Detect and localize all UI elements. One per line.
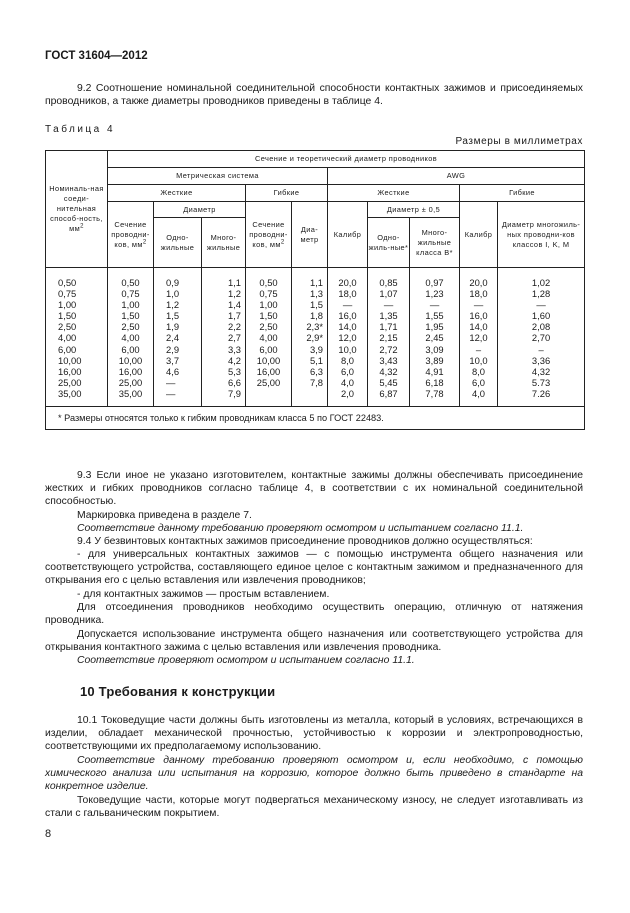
table-cell: 6,0 [340,365,355,377]
paragraph-disconnect: Для отсоединения проводников необходимо осуществить операцию, отличную от натяжения проводника. [45,602,583,627]
table-cell: 10,0 [338,343,357,355]
table-cell: 2,0 [340,387,355,399]
table-cell: 0,97 [425,277,444,288]
table-cell: 18,0 [469,288,488,300]
table-cell: 8,0 [340,354,355,366]
table-cell: 3,09 [425,343,444,355]
header-rigid-diameter: Диаметр [154,202,246,218]
table-cell: 3,9 [309,343,323,355]
table-cell: – [475,343,482,355]
table-cell: 6,00 [121,343,140,355]
table-cell: 0,50 [259,277,278,288]
table-cell: 1,9 [166,321,180,333]
table-cell: 2,72 [379,343,398,355]
table-cell: 4,32 [531,365,551,377]
paragraph-9-3: 9.3 Если иное не указано изготовителем, контактные зажимы должны обеспечивать присоединение жестких и гибких проводников согласно таблице 4, в соответствии с их номинальной соединительной способностью. [45,470,583,508]
table-cell: 1,2 [166,299,180,311]
table-cell: 16,00 [118,365,143,377]
table-cell: 3,36 [531,354,551,366]
table-cell: 1,5 [309,299,323,311]
table-cell: 6,0 [471,376,486,388]
table-cell: 1,95 [425,321,444,333]
header-nominal: Номиналь-ная соеди-нительная способ-ность, $мм^2$ [46,151,108,268]
table-cell: 3,3 [227,343,241,355]
table-cell: 2,3* [306,321,323,333]
table-cell: 10,00 [58,354,82,366]
table-cell: 2,70 [531,332,551,344]
paragraph-compliance-2: Соответствие проверяют осмотром и испытанием согласно 11.1. [77,655,415,666]
header-section-diameter: Сечение и теоретический диаметр проводников [108,151,585,168]
table-cell: 4,00 [259,332,278,344]
col-awg-rigid-single [368,268,410,407]
table-cell: 7.26 [531,387,551,399]
header-awg-rigid: Жесткие [328,185,460,202]
header-awg-multi: Много-жильные класса В* [410,218,460,268]
table-cell: 4,0 [340,376,355,388]
table-cell: 1,23 [425,288,444,300]
table-cell: 5,3 [227,365,241,377]
table-cell: 6,6 [227,376,241,388]
table-cell: 8,0 [471,365,486,377]
table-cell: 1,2 [227,288,241,300]
header-awg-single: Одно-жиль-ные* [368,218,410,268]
table-cell: 1,7 [227,310,241,322]
table-cell: 2,9 [166,343,180,355]
table-cell: 2,50 [58,321,77,333]
table-cell: 16,00 [256,365,281,377]
table-cell: 14,0 [338,321,357,333]
table-cell: 1,60 [531,310,551,322]
table-cell: 12,0 [338,332,357,344]
table-cell: — [166,376,176,388]
table-cell: 5.73 [531,376,551,388]
header-awg: AWG [328,168,585,185]
intro-paragraph: 9.2 Соотношение номинальной соединительной способности контактных зажимов и присоединяемых проводников, а также диаметры проводников приведены в таблице 4. [45,83,583,108]
table-cell: 6,87 [379,387,398,399]
header-rigid-section: Сечение проводни-ков, $мм^2$ [108,202,154,268]
header-awg-flex-diameter: Диаметр многожиль-ных проводни-ков классов I, K, M [498,202,585,268]
table-cell: 25,00 [58,376,82,388]
paragraph-10-1: 10.1 Токоведущие части должны быть изготовлены из металла, который в условиях, встречающихся в изделии, обладает механической прочностью, устойчивостью к коррозии и электропроводностью, соответствующими их предполагаемому использованию. [45,715,583,753]
table-cell: 18,0 [338,288,357,300]
table-cell: 4,00 [58,332,77,344]
col-metric-rigid-section [108,268,154,407]
table-cell: — [473,299,484,311]
table-cell: 6,3 [309,365,323,377]
table-cell: 7,8 [309,376,323,388]
header-multi-wire: Много-жильные [202,218,246,268]
paragraph-simple-insert: - для контактных зажимов — простым вставлением. [77,589,330,600]
table-cell: 1,3 [309,288,323,300]
table-cell: — [166,387,176,399]
table-cell: – [538,343,544,355]
col-metric-flex-diameter [292,268,328,407]
paragraph-universal: - для универсальных контактных зажимов — с помощью инструмента общего назначения или соответствующего устройства, составляющего единое целое с контактным зажимом и предназначенного для открывания его с целью вставления или извлечения проводников; [45,549,583,587]
col-awg-rigid-caliber [328,268,368,407]
table-cell: 6,00 [259,343,278,355]
col-metric-rigid-multi [202,268,246,407]
table-footnote: * Размеры относятся только к гибким проводникам класса 5 по ГОСТ 22483. [46,407,585,430]
table-cell: 1,07 [379,288,398,300]
header-metric: Метрическая система [108,168,328,185]
table-cell: 3,7 [166,354,180,366]
table-cell: 0,9 [166,277,180,288]
table-cell: 6,00 [58,343,77,355]
table-cell: 1,55 [425,310,444,322]
table-cell: 4,6 [166,365,180,377]
table-cell: 2,9* [306,332,323,344]
paragraph-10-1-wear: Токоведущие части, которые могут подвергаться механическому износу, не следует изготавливать из стали с гальваническим покрытием. [45,795,583,820]
col-metric-flex-section [246,268,292,407]
table-cell: 0,50 [121,277,140,288]
table-cell: 1,00 [58,299,77,311]
table-cell: 7,78 [425,387,444,399]
paragraph-marking: Маркировка приведена в разделе 7. [77,510,252,521]
section-10-title: 10 Требования к конструкции [80,684,276,699]
table-cell: 1,50 [121,310,140,322]
header-awg-rigid-caliber: Калибр [328,202,368,268]
table-cell: 7,9 [227,387,241,399]
table-cell: 5,45 [379,376,398,388]
header-awg-flex-caliber: Калибр [460,202,498,268]
table-cell: 1,1 [309,277,323,288]
table-cell: 2,2 [227,321,241,333]
table-cell: 3,43 [379,354,398,366]
table-cell: 6,18 [425,376,444,388]
table-units: Размеры в миллиметрах [455,136,583,147]
table-cell: 4,91 [425,365,444,377]
header-single-wire: Одно-жильные [154,218,202,268]
table-cell: 16,0 [338,310,357,322]
table-cell: 1,50 [259,310,278,322]
table-cell: 4,0 [471,387,486,399]
table-cell: 0,75 [259,288,278,300]
table-cell: 35,00 [118,387,143,399]
table-cell: 1,8 [309,310,323,322]
table-caption: Таблица 4 [45,124,116,135]
table-cell: 25,00 [118,376,143,388]
table-cell: — [429,299,440,311]
table-cell: 14,0 [469,321,488,333]
header-awg-diameter: Диаметр ± 0,5 [368,202,460,218]
table-cell: 1,02 [531,277,551,288]
document-header: ГОСТ 31604—2012 [45,50,148,62]
table-cell: 1,50 [58,310,77,322]
table-cell: 10,0 [469,354,488,366]
table-cell: 2,15 [379,332,398,344]
table-cell: 1,4 [227,299,241,311]
header-flex-diameter: Диа-метр [292,202,328,268]
paragraph-10-1-compliance: Соответствие данному требованию проверяют осмотром и, если необходимо, с помощью химического анализа или испытания на коррозию, которое должно быть приведено в стандарте на конкретное изделие. [45,755,583,793]
table-cell: 4,32 [379,365,398,377]
table-cell: 0,75 [58,288,77,300]
table-cell: 1,1 [227,277,241,288]
table-cell: 3,89 [425,354,444,366]
col-awg-flex-caliber [460,268,498,407]
table-cell: 1,35 [379,310,398,322]
table-cell: 1,0 [166,288,180,300]
table-cell: 1,00 [259,299,278,311]
table-cell: 10,00 [118,354,143,366]
table-cell: 1,28 [531,288,551,300]
header-awg-flexible: Гибкие [460,185,585,202]
header-metric-flexible: Гибкие [246,185,328,202]
table-cell: 0,75 [121,288,140,300]
table-cell: 0,50 [58,277,77,288]
table-cell: 16,0 [469,310,488,322]
table-cell: — [342,299,353,311]
page-number: 8 [45,828,52,840]
col-awg-flex-diameter [498,268,585,407]
table-cell: — [383,299,394,311]
table-cell: 20,0 [469,277,488,288]
table-cell: 0,85 [379,277,398,288]
table-cell: 10,00 [256,354,281,366]
table-cell: 1,71 [379,321,398,333]
table-cell: 1,5 [166,310,180,322]
table-cell: 2,50 [121,321,140,333]
table-cell: 20,0 [338,277,357,288]
header-flex-section: Сечение проводни-ков, $мм^2$ [246,202,292,268]
table-cell: 35,00 [58,387,82,399]
header-metric-rigid: Жесткие [108,185,246,202]
table-cell: 4,00 [121,332,140,344]
table-cell: 5,1 [309,354,323,366]
table-cell: 2,08 [531,321,551,333]
col-awg-rigid-multi [410,268,460,407]
table-cell: 2,4 [166,332,180,344]
table-cell: 16,00 [58,365,82,377]
paragraph-compliance-1: Соответствие данному требованию проверяют осмотром и испытанием согласно 11.1. [77,523,524,534]
col-nominal [46,268,108,407]
paragraph-tool-allowed: Допускается использование инструмента общего назначения или соответствующего устройства для открывания контактного зажима с целью вставления или извлечения проводника. [45,629,583,654]
table-cell: 2,7 [227,332,241,344]
table-cell: 12,0 [469,332,488,344]
table-cell: 1,00 [121,299,140,311]
paragraph-9-4: 9.4 У безвинтовых контактных зажимов присоединение проводников должно осуществляться: [77,536,533,547]
conductor-table [45,150,585,430]
table-cell: 2,50 [259,321,278,333]
table-cell: 2,45 [425,332,444,344]
table-cell: — [536,299,546,311]
table-cell: 25,00 [256,376,281,388]
col-metric-rigid-single [154,268,202,407]
table-cell: 4,2 [227,354,241,366]
